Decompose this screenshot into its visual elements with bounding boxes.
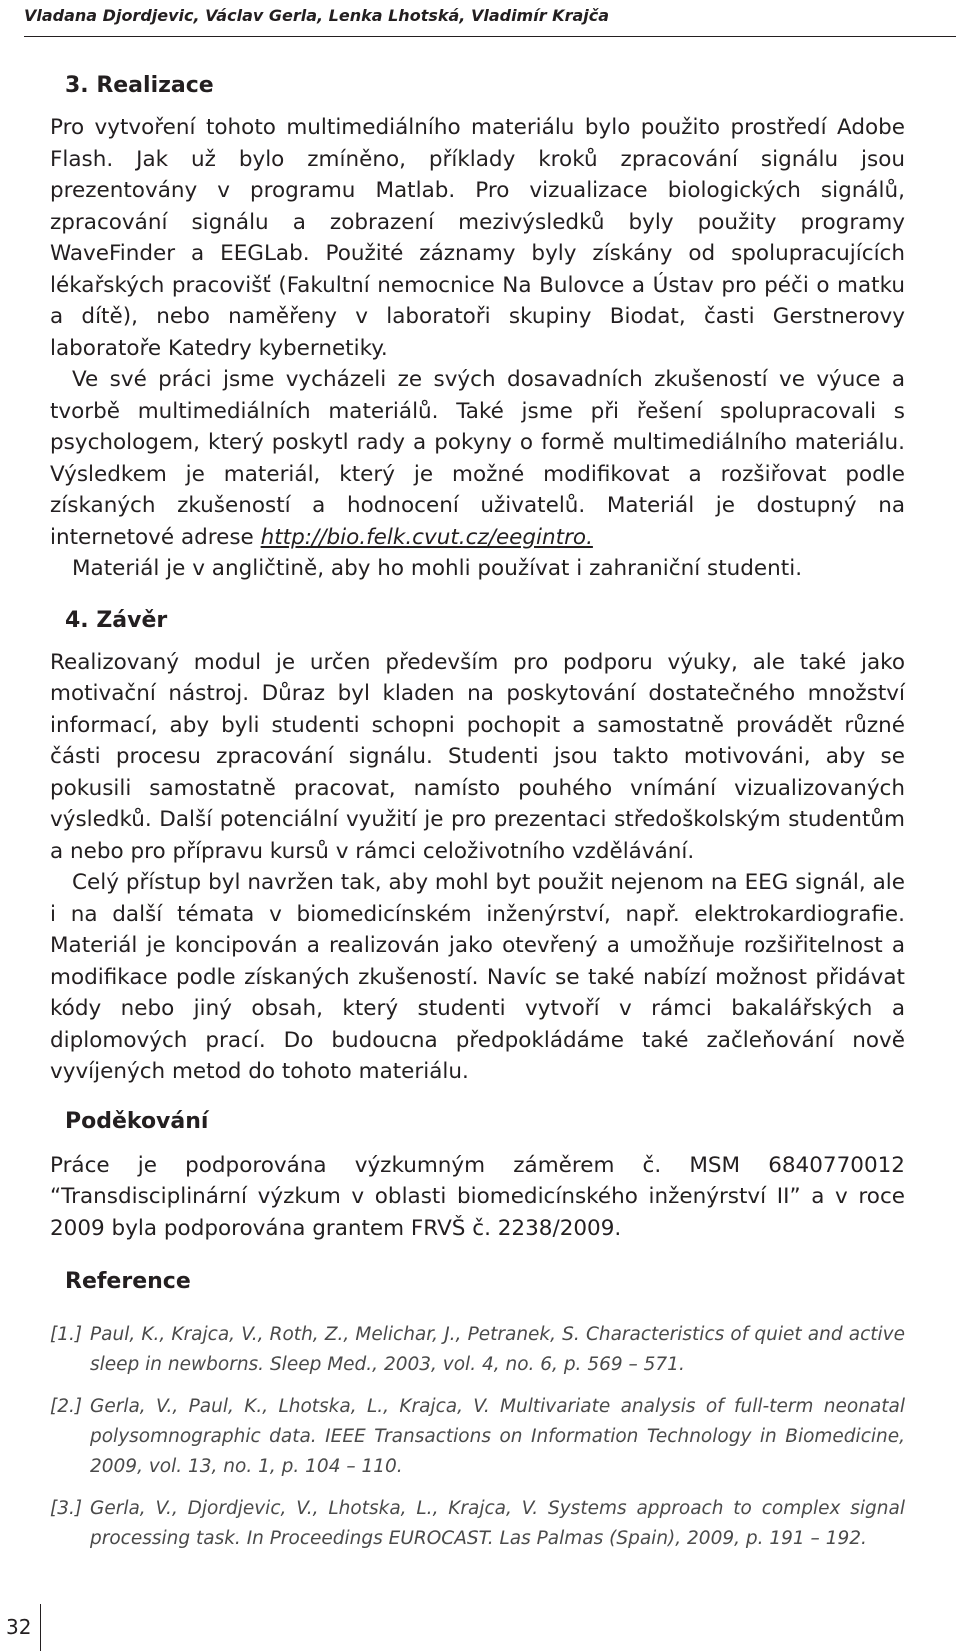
- reference-list: [50, 1320, 905, 1554]
- reference-item: [50, 1392, 905, 1482]
- page-number: 32: [6, 1604, 41, 1651]
- reference-text: Gerla, V., Djordjevic, V., Lhotska, L., Krajca, V. Systems approach to complex signal processing task. In Proceedings EUROCAST. Las Palmas (Spain), 2009, p. 191 – 192.: [90, 1498, 905, 1549]
- reference-text: Gerla, V., Paul, K., Lhotska, L., Krajca, V. Multivariate analysis of full-term neonatal polysomnographic data. IEEE Transactions on Information Technology in Biomedicine, 2009, vol. 13, no. 1, p. 104 – 110.: [90, 1396, 905, 1477]
- paragraph-podekovani: Práce je podporována výzkumným záměrem č. MSM 6840770012 “Transdisciplinární výzkum v oblasti biomedicínského inženýrství II” a v roce 2009 byla podporována grantem FRVŠ č. 2238/2009.: [50, 1152, 905, 1241]
- section-title-podekovani: Poděkování: [65, 1108, 209, 1134]
- paragraph-realizace-2-text: Ve své práci jsme vycházeli ze svých dosavadních zkušeností ve výuce a tvorbě multimediálních materiálů. Také jsme při řešení spolupracovali s psychologem, který poskytl rady a pokyny o formě multimediálního materiálu. Výsledkem je materiál, který je možné modifikovat a rozšiřovat podle získaných zkušeností a hodnocení uživatelů. Materiál je dostupný na internetové adrese: [50, 367, 905, 550]
- section-title-zaver: 4. Závěr: [65, 607, 168, 633]
- reference-item: [50, 1494, 905, 1554]
- reference-number: [1.]: [50, 1324, 83, 1345]
- reference-number: [3.]: [50, 1498, 83, 1519]
- paragraph-realizace-3: Materiál je v angličtině, aby ho mohli používat i zahraniční studenti.: [72, 556, 803, 581]
- reference-item: [50, 1320, 905, 1380]
- paragraph-zaver-1: Realizovaný modul je určen především pro podporu výuky, ale také jako motivační nástroj. Důraz byl kladen na poskytování dostatečného množství informací, aby byli studenti schopni pochopit a samostatně provádět různé části procesu zpracování signálu. Studenti jsou takto motivováni, aby se pokusili samostatně pracovat, namísto pouhého vnímání vizualizovaných výsledků. Další potenciální využití je pro prezentaci středoškolským studentům a nebo pro přípravu kursů v rámci celoživotního vzdělávání.: [50, 649, 905, 864]
- header-authors: Vladana Djordjevic, Václav Gerla, Lenka Lhotská, Vladimír Krajča: [24, 6, 610, 25]
- page-content: [50, 70, 905, 1566]
- section-title-realizace: 3. Realizace: [65, 73, 214, 98]
- section-title-reference: Reference: [65, 1269, 191, 1294]
- reference-number: [2.]: [50, 1396, 83, 1417]
- paragraph-realizace-2: [50, 364, 905, 553]
- eegintro-link[interactable]: http://bio.felk.cvut.cz/eegintro.: [260, 524, 593, 550]
- reference-text: Paul, K., Krajca, V., Roth, Z., Melichar, J., Petranek, S. Characteristics of quiet and active sleep in newborns. Sleep Med., 2003, vol. 4, no. 6, p. 569 – 571.: [90, 1324, 905, 1375]
- paragraph-zaver-2: Celý přístup byl navržen tak, aby mohl byt použit nejenom na EEG signál, ale i na další témata v biomedicínském inženýrství, např. elektrokardiografie. Materiál je koncipován a realizován jako otevřený a umožňuje rozšiřitelnost a modifikace podle získaných zkušeností. Navíc se také nabízí možnost přidávat kódy nebo jiný obsah, který studenti vytvoří v rámci bakalářských a diplomových prací. Do budoucna předpokládáme také začleňování nově vyvíjených metod do tohoto materiálu.: [50, 870, 905, 1084]
- running-header: [24, 0, 956, 37]
- paragraph-realizace-1: Pro vytvoření tohoto multimediálního materiálu bylo použito prostředí Adobe Flash. Jak už bylo zmíněno, příklady kroků zpracování signálu jsou prezentovány v programu Matlab. Pro vizualizace biologických signálů, zpracování signálu a zobrazení mezivýsledků byly použity programy WaveFinder a EEGLab. Použité záznamy byly získány od spolupracujících lékařských pracovišť (Fakultní nemocnice Na Bulovce a Ústav pro péči o matku a dítě), nebo naměřeny v laboratoři skupiny Biodat, časti Gerstnerovy laboratoře Katedry kybernetiky.: [50, 115, 905, 361]
